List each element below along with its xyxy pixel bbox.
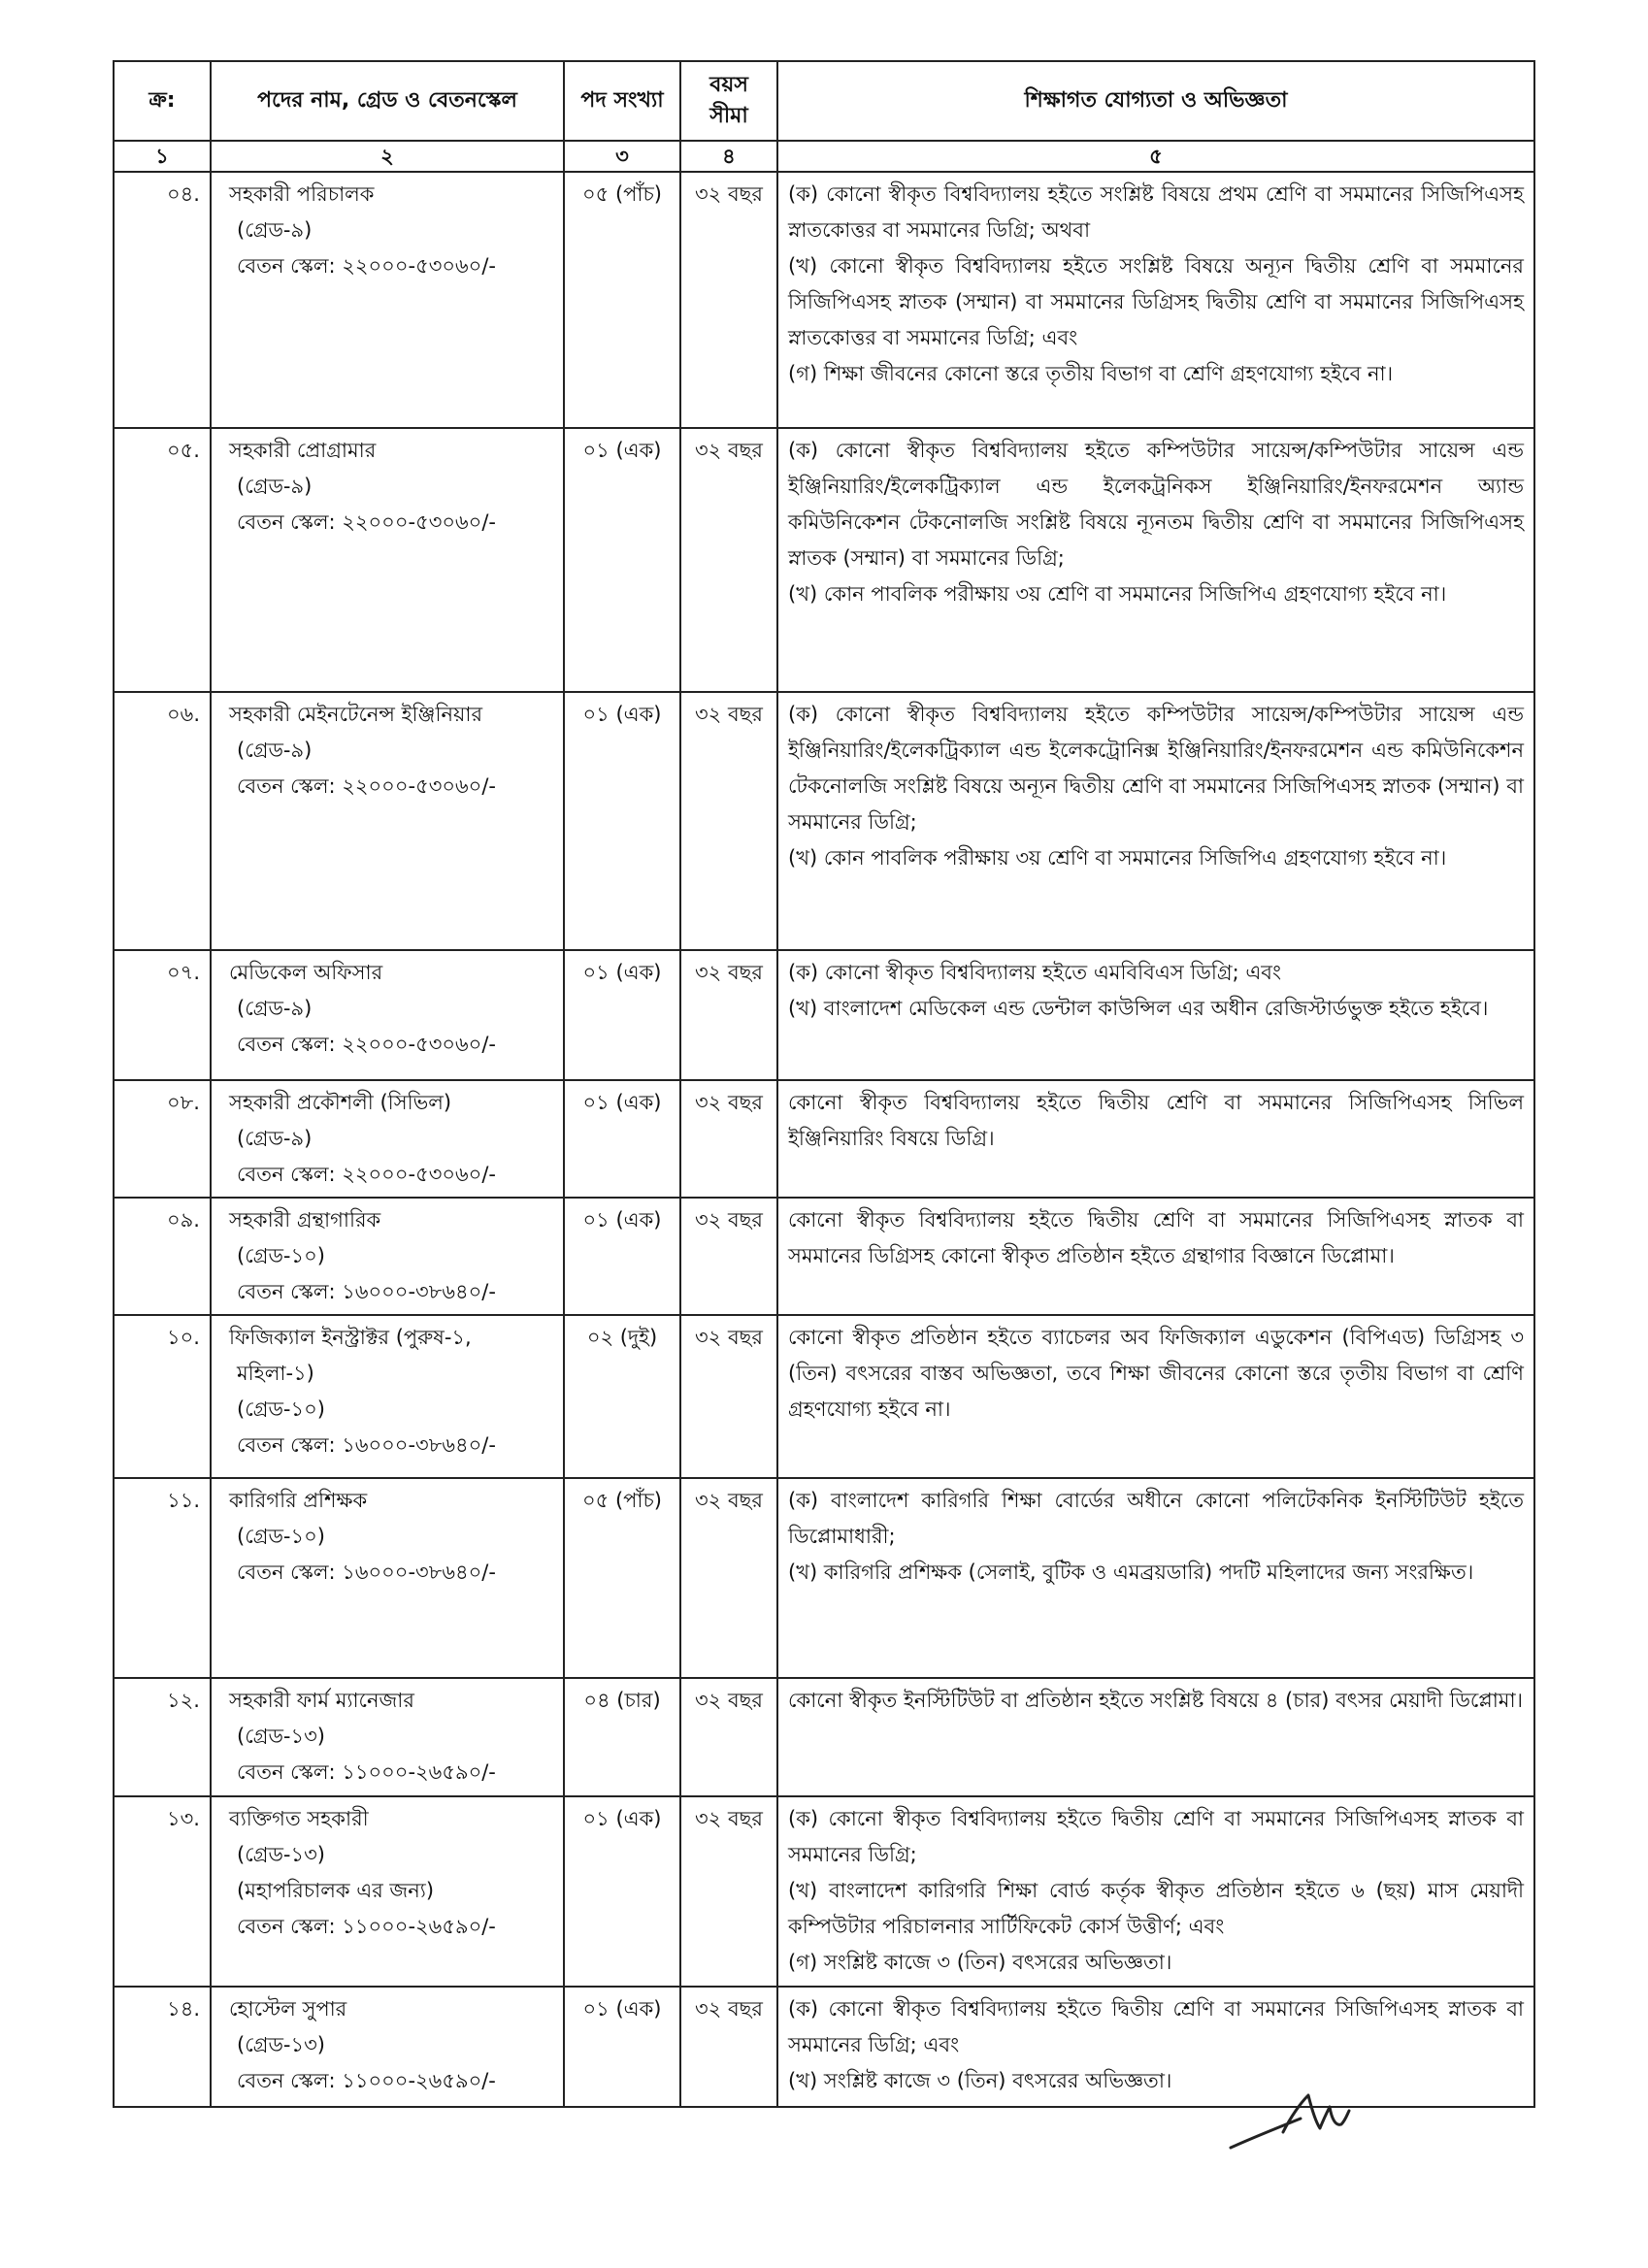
post-detail: বেতন স্কেল: ১১০০০-২৬৫৯০/- xyxy=(237,2069,496,2092)
table-row xyxy=(114,950,1534,1080)
post-detail: বেতন স্কেল: ২২০০০-৫৩০৬০/- xyxy=(237,1163,496,1186)
qualification-cell xyxy=(777,1080,1534,1198)
post-count: ০১ (এক) xyxy=(564,1796,680,1987)
post-detail: (গ্রেড-৯) xyxy=(237,1127,313,1150)
post-detail: (গ্রেড-১৩) xyxy=(237,1725,325,1748)
age-limit: ৩২ বছর xyxy=(680,428,777,692)
post-detail: (গ্রেড-৯) xyxy=(237,475,313,498)
table-row xyxy=(114,172,1534,428)
column-number: ৪ xyxy=(680,141,777,172)
post-name-cell xyxy=(211,172,564,428)
post-detail: বেতন স্কেল: ১৬০০০-৩৮৬৪০/- xyxy=(237,1280,496,1303)
post-name-cell xyxy=(211,1678,564,1796)
qualification-item: (গ) শিক্ষা জীবনের কোনো স্তরে তৃতীয় বিভাগ বা শ্রেণি গ্রহণযোগ্য হইবে না। xyxy=(788,362,1394,385)
qualification-item: (ক) কোনো স্বীকৃত বিশ্ববিদ্যালয় হইতে দ্বিতীয় শ্রেণি বা সমমানের সিজিপিএসহ স্নাতক বা সমমানের ডিগ্রি; xyxy=(788,1807,1524,1866)
post-detail: (গ্রেড-১৩) xyxy=(237,1843,325,1866)
age-limit: ৩২ বছর xyxy=(680,692,777,950)
post-count: ০১ (এক) xyxy=(564,950,680,1080)
signature xyxy=(1223,2082,1368,2154)
recruitment-table-page xyxy=(113,60,1533,2108)
qualification-item: কোনো স্বীকৃত ইনস্টিটিউট বা প্রতিষ্ঠান হইতে সংশ্লিষ্ট বিষয়ে ৪ (চার) বৎসর মেয়াদী ডিপ্লোমা। xyxy=(788,1689,1524,1712)
age-limit: ৩২ বছর xyxy=(680,1080,777,1198)
column-number-row xyxy=(114,141,1534,172)
qualification-cell xyxy=(777,1987,1534,2107)
post-title: সহকারী প্রকৌশলী (সিভিল) xyxy=(229,1091,452,1114)
post-count: ০১ (এক) xyxy=(564,1198,680,1315)
qualification-item: (ক) কোনো স্বীকৃত বিশ্ববিদ্যালয় হইতে দ্বিতীয় শ্রেণি বা সমমানের সিজিপিএসহ স্নাতক বা সমমানের ডিগ্রি; এবং xyxy=(788,1997,1524,2056)
post-detail: বেতন স্কেল: ১৬০০০-৩৮৬৪০/- xyxy=(237,1561,496,1584)
table-row xyxy=(114,1796,1534,1987)
post-count: ০১ (এক) xyxy=(564,1987,680,2107)
age-limit: ৩২ বছর xyxy=(680,1796,777,1987)
qualification-item: (খ) কারিগরি প্রশিক্ষক (সেলাই, বুটিক ও এমব্রয়ডারি) পদটি মহিলাদের জন্য সংরক্ষিত। xyxy=(788,1561,1474,1584)
age-limit: ৩২ বছর xyxy=(680,172,777,428)
recruitment-table xyxy=(113,60,1535,2108)
row-serial: ০৬. xyxy=(114,692,211,950)
qualification-cell xyxy=(777,1678,1534,1796)
table-row xyxy=(114,428,1534,692)
post-name-cell xyxy=(211,1478,564,1678)
row-serial: ০৭. xyxy=(114,950,211,1080)
post-name-cell xyxy=(211,1987,564,2107)
post-title: সহকারী প্রোগ্রামার xyxy=(229,439,377,462)
post-detail: (গ্রেড-১৩) xyxy=(237,2033,325,2056)
post-detail: (মহাপরিচালক এর জন্য) xyxy=(237,1879,435,1902)
header-count: পদ সংখ্যা xyxy=(564,61,680,141)
qualification-item: (ক) বাংলাদেশ কারিগরি শিক্ষা বোর্ডের অধীনে কোনো পলিটেকনিক ইনস্টিটিউট হইতে ডিপ্লোমাধারী; xyxy=(788,1489,1524,1548)
qualification-cell xyxy=(777,1796,1534,1987)
post-title: সহকারী গ্রন্থাগারিক xyxy=(229,1208,381,1232)
post-detail: (গ্রেড-৯) xyxy=(237,997,313,1020)
post-detail: বেতন স্কেল: ২২০০০-৫৩০৬০/- xyxy=(237,1033,496,1056)
header-qualification: শিক্ষাগত যোগ্যতা ও অভিজ্ঞতা xyxy=(777,61,1534,141)
post-name-cell xyxy=(211,692,564,950)
qualification-item: (খ) বাংলাদেশ কারিগরি শিক্ষা বোর্ড কর্তৃক স্বীকৃত প্রতিষ্ঠান হইতে ৬ (ছয়) মাস মেয়াদী কম্পিউটার পরিচালনার সার্টিফিকেট কোর্স উত্তীর্ণ; এবং xyxy=(788,1879,1524,1938)
post-name-cell xyxy=(211,950,564,1080)
post-title: ব্যক্তিগত সহকারী xyxy=(229,1807,369,1830)
table-body xyxy=(114,172,1534,2107)
post-count: ০১ (এক) xyxy=(564,1080,680,1198)
qualification-cell xyxy=(777,428,1534,692)
post-detail: (গ্রেড-৯) xyxy=(237,739,313,762)
qualification-cell xyxy=(777,1198,1534,1315)
qualification-item: (খ) কোনো স্বীকৃত বিশ্ববিদ্যালয় হইতে সংশ্লিষ্ট বিষয়ে অন্যূন দ্বিতীয় শ্রেণি বা সমমানের সিজিপিএসহ স্নাতক (সম্মান) বা সমমানের ডিগ্রিসহ দ্বিতীয় শ্রেণি বা সমমানের সিজিপিএসহ স্নাতকোত্তর বা সমমানের ডিগ্রি; এবং xyxy=(788,254,1524,349)
age-limit: ৩২ বছর xyxy=(680,1315,777,1478)
post-title: কারিগরি প্রশিক্ষক xyxy=(229,1489,368,1512)
post-detail: বেতন স্কেল: ১১০০০-২৬৫৯০/- xyxy=(237,1915,496,1938)
post-count: ০১ (এক) xyxy=(564,428,680,692)
post-title: ফিজিক্যাল ইনস্ট্রাক্টর (পুরুষ-১, xyxy=(229,1326,472,1349)
qualification-cell xyxy=(777,950,1534,1080)
qualification-item: কোনো স্বীকৃত প্রতিষ্ঠান হইতে ব্যাচেলর অব ফিজিক্যাল এডুকেশন (বিপিএড) ডিগ্রিসহ ৩ (তিন) বৎসরের বাস্তব অভিজ্ঞতা, তবে শিক্ষা জীবনের কোনো স্তরে তৃতীয় বিভাগ বা শ্রেণি গ্রহণযোগ্য হইবে না। xyxy=(788,1326,1524,1421)
row-serial: ১০. xyxy=(114,1315,211,1478)
table-row xyxy=(114,1315,1534,1478)
column-number: ৫ xyxy=(777,141,1534,172)
column-number: ১ xyxy=(114,141,211,172)
qualification-item: (ক) কোনো স্বীকৃত বিশ্ববিদ্যালয় হইতে সংশ্লিষ্ট বিষয়ে প্রথম শ্রেণি বা সমমানের সিজিপিএসহ স্নাতকোত্তর বা সমমানের ডিগ্রি; অথবা xyxy=(788,182,1524,242)
row-serial: ১৩. xyxy=(114,1796,211,1987)
row-serial: ০৪. xyxy=(114,172,211,428)
qualification-item: (ক) কোনো স্বীকৃত বিশ্ববিদ্যালয় হইতে কম্পিউটার সায়েন্স/কম্পিউটার সায়েন্স এন্ড ইঞ্জিনিয়ারিং/ইলেকট্রিক্যাল এন্ড ইলেকট্রোনিক্স ইঞ্জিনিয়ারিং/ইনফরমেশন এন্ড কমিউনিকেশন টেকনোলজি সংশ্লিষ্ট বিষয়ে অন্যূন দ্বিতীয় শ্রেণি বা সমমানের সিজিপিএসহ স্নাতক (সম্মান) বা সমমানের ডিগ্রি; xyxy=(788,703,1524,834)
post-title: সহকারী মেইনটেনেন্স ইঞ্জিনিয়ার xyxy=(229,703,483,726)
post-detail: (গ্রেড-১০) xyxy=(237,1525,325,1548)
post-title: মেডিকেল অফিসার xyxy=(229,961,383,984)
qualification-item: (গ) সংশ্লিষ্ট কাজে ৩ (তিন) বৎসরের অভিজ্ঞতা। xyxy=(788,1951,1172,1974)
post-name-cell xyxy=(211,1080,564,1198)
post-name-cell xyxy=(211,1796,564,1987)
qualification-item: (খ) সংশ্লিষ্ট কাজে ৩ (তিন) বৎসরের অভিজ্ঞতা। xyxy=(788,2069,1172,2092)
qualification-item: (ক) কোনো স্বীকৃত বিশ্ববিদ্যালয় হইতে এমবিবিএস ডিগ্রি; এবং xyxy=(788,961,1282,984)
qualification-item: (খ) কোন পাবলিক পরীক্ষায় ৩য় শ্রেণি বা সমমানের সিজিপিএ গ্রহণযোগ্য হইবে না। xyxy=(788,846,1447,870)
row-serial: ০৯. xyxy=(114,1198,211,1315)
qualification-cell xyxy=(777,1315,1534,1478)
age-limit: ৩২ বছর xyxy=(680,950,777,1080)
post-count: ০৫ (পাঁচ) xyxy=(564,1478,680,1678)
row-serial: ১৪. xyxy=(114,1987,211,2107)
table-row xyxy=(114,1080,1534,1198)
post-count: ০১ (এক) xyxy=(564,692,680,950)
post-detail: বেতন স্কেল: ২২০০০-৫৩০৬০/- xyxy=(237,774,496,798)
age-limit: ৩২ বছর xyxy=(680,1987,777,2107)
post-name-cell xyxy=(211,428,564,692)
post-detail: বেতন স্কেল: ২২০০০-৫৩০৬০/- xyxy=(237,254,496,278)
table-row xyxy=(114,1478,1534,1678)
column-number: ২ xyxy=(211,141,564,172)
post-detail: বেতন স্কেল: ১১০০০-২৬৫৯০/- xyxy=(237,1760,496,1784)
age-limit: ৩২ বছর xyxy=(680,1478,777,1678)
post-title: সহকারী ফার্ম ম্যানেজার xyxy=(229,1689,414,1712)
table-row xyxy=(114,1198,1534,1315)
post-count: ০৫ (পাঁচ) xyxy=(564,172,680,428)
post-detail: (গ্রেড-১০) xyxy=(237,1397,325,1421)
qualification-cell xyxy=(777,1478,1534,1678)
post-title: হোস্টেল সুপার xyxy=(229,1997,347,2021)
post-detail: মহিলা-১) xyxy=(237,1362,314,1385)
qualification-cell xyxy=(777,692,1534,950)
qualification-item: (খ) বাংলাদেশ মেডিকেল এন্ড ডেন্টাল কাউন্সিল এর অধীন রেজিস্টার্ডভুক্ত হইতে হইবে। xyxy=(788,997,1489,1020)
column-number: ৩ xyxy=(564,141,680,172)
header-row xyxy=(114,61,1534,141)
post-title: সহকারী পরিচালক xyxy=(229,182,375,206)
post-count: ০২ (দুই) xyxy=(564,1315,680,1478)
row-serial: ১১. xyxy=(114,1478,211,1678)
table-row xyxy=(114,692,1534,950)
qualification-item: (খ) কোন পাবলিক পরীক্ষায় ৩য় শ্রেণি বা সমমানের সিজিপিএ গ্রহণযোগ্য হইবে না। xyxy=(788,582,1447,606)
age-limit: ৩২ বছর xyxy=(680,1198,777,1315)
qualification-cell xyxy=(777,172,1534,428)
row-serial: ০৫. xyxy=(114,428,211,692)
qualification-item: কোনো স্বীকৃত বিশ্ববিদ্যালয় হইতে দ্বিতীয় শ্রেণি বা সমমানের সিজিপিএসহ স্নাতক বা সমমানের ডিগ্রিসহ কোনো স্বীকৃত প্রতিষ্ঠান হইতে গ্রন্থাগার বিজ্ঞানে ডিপ্লোমা। xyxy=(788,1208,1524,1267)
header-post: পদের নাম, গ্রেড ও বেতনস্কেল xyxy=(211,61,564,141)
qualification-item: কোনো স্বীকৃত বিশ্ববিদ্যালয় হইতে দ্বিতীয় শ্রেণি বা সমমানের সিজিপিএসহ সিভিল ইঞ্জিনিয়ারিং বিষয়ে ডিগ্রি। xyxy=(788,1091,1524,1150)
age-limit: ৩২ বছর xyxy=(680,1678,777,1796)
header-age: বয়স সীমা xyxy=(680,61,777,141)
header-serial: ক্র: xyxy=(114,61,211,141)
post-detail: (গ্রেড-৯) xyxy=(237,218,313,242)
post-name-cell xyxy=(211,1315,564,1478)
table-row xyxy=(114,1678,1534,1796)
post-detail: বেতন স্কেল: ২২০০০-৫৩০৬০/- xyxy=(237,510,496,534)
post-count: ০৪ (চার) xyxy=(564,1678,680,1796)
qualification-item: (ক) কোনো স্বীকৃত বিশ্ববিদ্যালয় হইতে কম্পিউটার সায়েন্স/কম্পিউটার সায়েন্স এন্ড ইঞ্জিনিয়ারিং/ইলেকট্রিক্যাল এন্ড ইলেকট্রনিকস ইঞ্জিনিয়ারিং/ইনফরমেশন অ্যান্ড কমিউনিকেশন টেকনোলজি সংশ্লিষ্ট বিষয়ে ন্যূনতম দ্বিতীয় শ্রেণি বা সমমানের সিজিপিএসহ স্নাতক (সম্মান) বা সমমানের ডিগ্রি; xyxy=(788,439,1524,570)
row-serial: ০৮. xyxy=(114,1080,211,1198)
post-name-cell xyxy=(211,1198,564,1315)
post-detail: (গ্রেড-১০) xyxy=(237,1244,325,1267)
post-detail: বেতন স্কেল: ১৬০০০-৩৮৬৪০/- xyxy=(237,1433,496,1457)
row-serial: ১২. xyxy=(114,1678,211,1796)
